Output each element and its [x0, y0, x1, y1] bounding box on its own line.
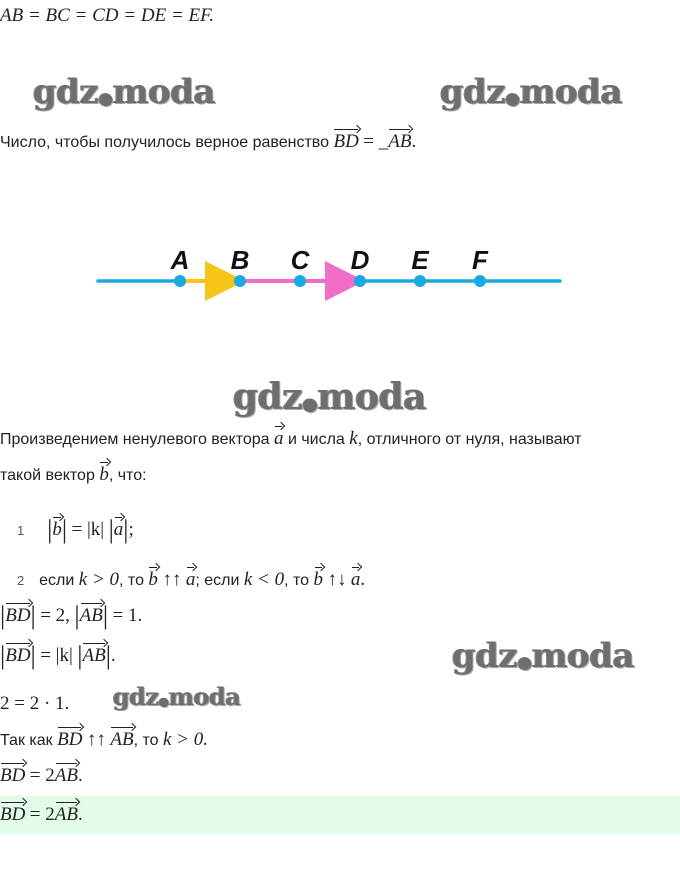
vector-ab: AB [55, 760, 78, 785]
point-label-b: B [230, 245, 250, 275]
watermark: gdz●moda [113, 682, 241, 711]
point-label-e: E [411, 245, 429, 275]
point-f [474, 275, 486, 287]
vector-b: b [52, 514, 62, 539]
point-label-f: F [472, 245, 488, 275]
vector-ab: AB [82, 640, 105, 665]
watermark: gdz●moda [233, 376, 427, 418]
vector-ab: AB [110, 724, 133, 749]
calc-line-4: Так как BD ↑↑ AB, то k > 0. [0, 724, 208, 751]
point-e [414, 275, 426, 287]
point-label-a: A [170, 245, 190, 275]
vector-ab: AB [388, 126, 411, 151]
watermark: gdz●moda [452, 636, 635, 676]
calc-line-5: BD = 2AB. [0, 760, 83, 787]
vector-a: a [274, 423, 284, 448]
vector-bd: BD [0, 760, 25, 785]
point-d [354, 275, 366, 287]
equal-segments-line: AB = BC = CD = DE = EF. [0, 5, 215, 26]
vector-b: b [314, 564, 324, 589]
vector-bd: BD [5, 640, 30, 665]
task-statement: Число, чтобы получилось верное равенство BD = _AB. [0, 126, 416, 153]
point-c [294, 275, 306, 287]
vector-a: a [114, 514, 124, 539]
vector-bd: BD [333, 126, 358, 151]
vector-ab: AB [80, 600, 103, 625]
vector-a: a [186, 564, 196, 589]
answer-line: BD = 2AB. [0, 799, 83, 826]
calc-line-2: |BD| = |k| |AB|. [0, 641, 116, 670]
calc-line-1: |BD| = 2, |AB| = 1. [0, 601, 143, 630]
points-diagram [90, 235, 570, 305]
point-label-c: C [290, 245, 310, 275]
watermark: gdz●moda [33, 72, 216, 112]
point-label-d: D [350, 245, 370, 275]
calc-line-3: 2 = 2 · 1. [0, 693, 70, 714]
vector-bd: BD [0, 799, 25, 824]
vector-b: b [148, 564, 158, 589]
point-b [234, 275, 246, 287]
list-item: 1 |b| = |k| |a|; [17, 515, 134, 544]
answer-highlight [0, 796, 680, 834]
vector-ab: AB [55, 799, 78, 824]
vector-a: a [351, 564, 361, 589]
list-item: 2 если k > 0, то b ↑↑ a; если k < 0, то b ↑↓ a. [17, 564, 365, 591]
watermark: gdz●moda [440, 72, 623, 112]
definition-line-2: такой вектор b, что: [0, 459, 147, 485]
vector-bd: BD [5, 600, 30, 625]
vector-b: b [99, 459, 109, 484]
vector-bd: BD [57, 724, 82, 749]
definition-line-1: Произведением ненулевого вектора a и числа k, отличного от нуля, называют [0, 423, 582, 450]
point-a [174, 275, 186, 287]
